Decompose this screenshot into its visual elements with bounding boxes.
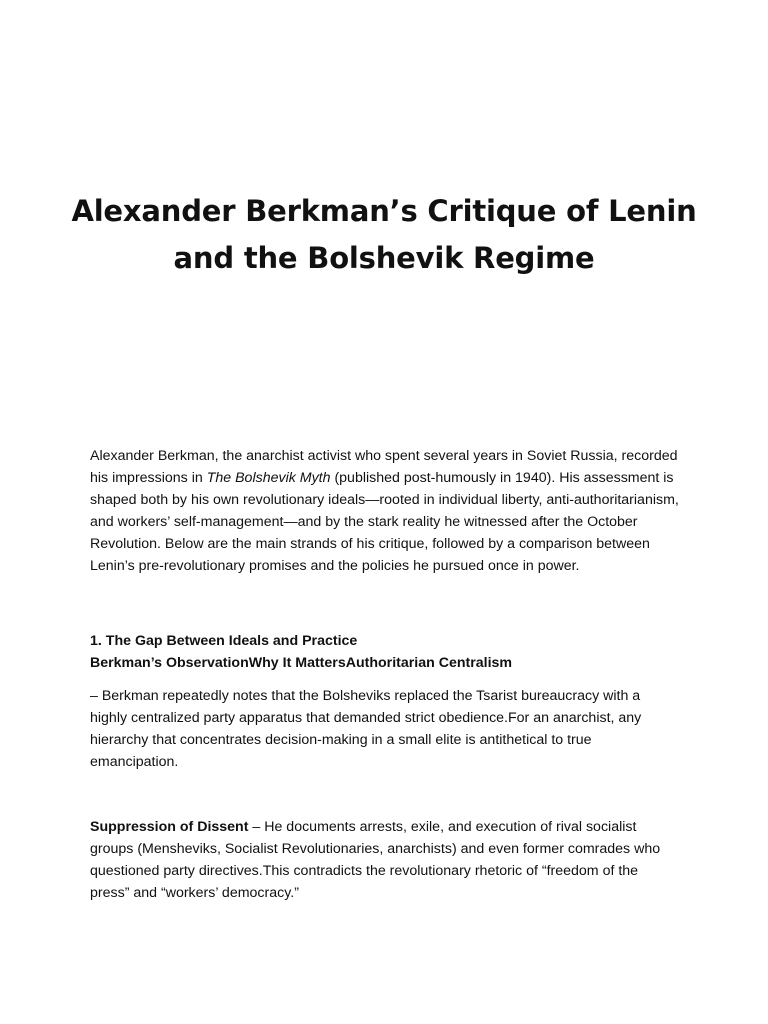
section-1-heading: 1. The Gap Between Ideals and Practice <box>90 633 358 649</box>
dissent-text: – He documents arrests, exile, and execution of rival socialist groups (Mensheviks, Socialist Revolutionaries, anarchists) and even former comrades who questioned party directives.This contradicts the revolutionary rhetoric of “freedom of the press” and “workers’ democracy.” <box>90 819 661 901</box>
dissent-paragraph <box>90 816 680 904</box>
title-line-1: Alexander Berkman’s Critique of Lenin <box>71 194 697 228</box>
intro-paragraph <box>90 445 680 577</box>
document-title <box>60 188 708 282</box>
dissent-label: Suppression of Dissent <box>90 819 249 835</box>
section-1-subheading: Berkman’s ObservationWhy It MattersAuthoritarian Centralism <box>90 655 513 671</box>
book-title: The Bolshevik Myth <box>206 470 331 486</box>
intro-text-start: Alexander Berkman, the anarchist activist who spent several years in Soviet Russia, recorded his impressions in <box>90 448 678 486</box>
title-line-2: and the Bolshevik Regime <box>173 241 595 275</box>
intro-text-end: (published post-humously in 1940). His assessment is shaped both by his own revolutionary ideals—rooted in individual liberty, anti-authoritarianism, and workers’ self-management—and by the stark reality he witnessed after the October Revolution. Below are the main strands of his critique, followed by a comparison between Lenin’s pre-revolutionary promises and the policies he pursued once in power. <box>90 470 679 574</box>
section-1-header <box>90 630 680 674</box>
centralism-paragraph: – Berkman repeatedly notes that the Bolsheviks replaced the Tsarist bureaucracy with a highly centralized party apparatus that demanded strict obedience.For an anarchist, any hierarchy that concentrates decision-making in a small elite is antithetical to true emancipation. <box>90 688 642 770</box>
